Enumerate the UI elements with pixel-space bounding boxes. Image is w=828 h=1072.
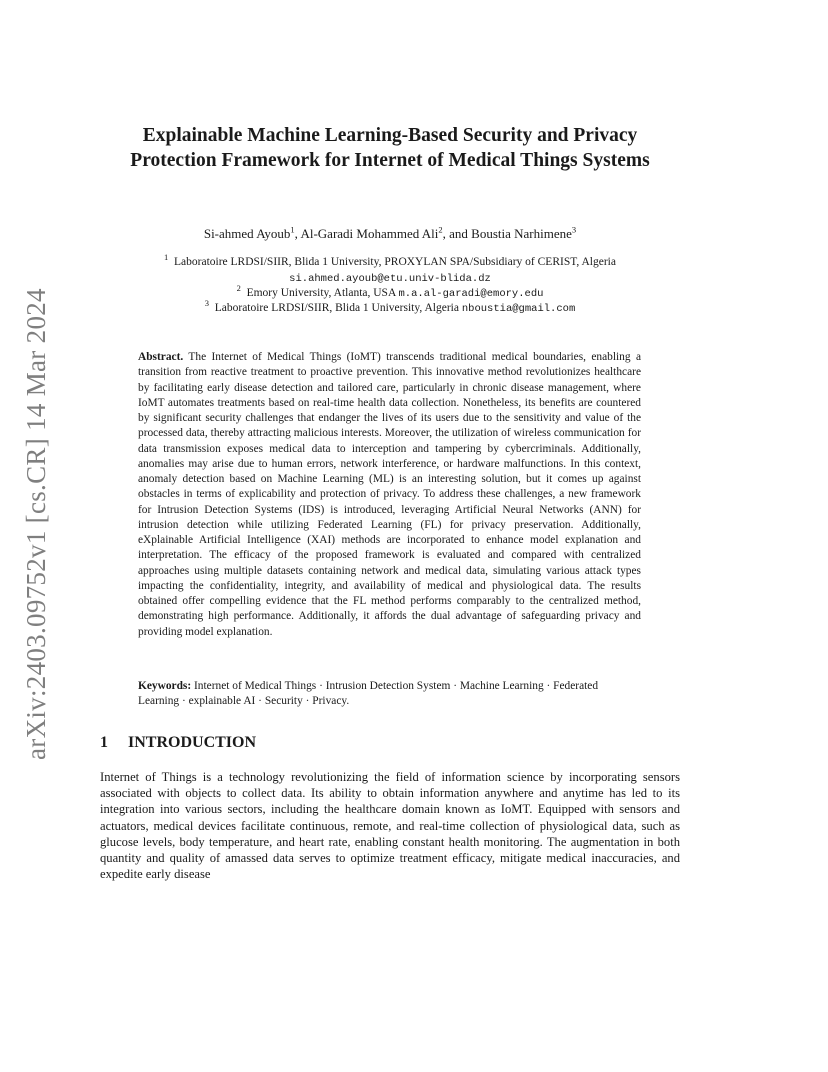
affiliation-mark: 1 xyxy=(164,252,169,263)
author-separator: , and xyxy=(442,226,472,241)
author-name: Boustia Narhimene xyxy=(471,226,572,241)
affiliation-text: Emory University, Atlanta, USA xyxy=(246,287,396,299)
affiliation-mark: 3 xyxy=(204,298,209,309)
author-affiliation-mark: 2 xyxy=(438,224,443,235)
affiliation-text: Laboratoire LRDSI/SIIR, Blida 1 University, Algeria xyxy=(214,302,459,314)
paper-title: Explainable Machine Learning-Based Security and Privacy Protection Framework for Internet of Medical Things Systems xyxy=(130,125,650,171)
arxiv-identifier-sidebar: arXiv:2403.09752v1 [cs.CR] 14 Mar 2024 xyxy=(21,288,51,760)
keywords-text: Internet of Medical Things · Intrusion Detection System · Machine Learning · Federated Learning · explainable AI · Security · Privacy. xyxy=(138,680,599,708)
abstract-text: The Internet of Medical Things (IoMT) transcends traditional medical boundaries, enabling a transition from reactive treatment to proactive prevention. This innovative method revolutionizes healthcare by facilitating early disease detection and tailored care, particularly in chronic disease management, where IoMT automates treatments based on real-time health data collection. Nonetheless, its benefits are countered by significant security challenges that endanger the lives of its users due to the sensitivity and value of the processed data, thereby attracting malicious interests. Moreover, the utilization of wireless communication for data transmission exposes medical data to interception and tampering by cybercriminals. Additionally, anomalies may arise due to human errors, network interference, or hardware malfunctions. In this context, anomaly detection based on Machine Learning (ML) is an interesting solution, but it comes up against obstacles in terms of explicability and protection of privacy. To address these challenges, a new framework for Intrusion Detection Systems (IDS) is introduced, leveraging Artificial Neural Networks (ANN) for intrusion detection while utilizing Federated Learning (FL) for privacy preservation. Additionally, eXplainable Artificial Intelligence (XAI) methods are incorporated to enhance model explanation and interpretation. The efficacy of the proposed framework is evaluated and compared with centralized approaches using multiple datasets containing network and medical data, simulating various attack types impacting the confidentiality, integrity, and availability of medical and physiological data. The results obtained offer compelling evidence that the FL method performs comparably to the centralized method, demonstrating high performance. Additionally, it affords the dual advantage of safeguarding privacy and providing model explanation. xyxy=(138,351,641,638)
affiliation-mark: 2 xyxy=(236,283,241,294)
author-name: Si-ahmed Ayoub xyxy=(203,226,291,241)
abstract-label: Abstract. xyxy=(138,351,184,363)
author-name: Al-Garadi Mohammed Ali xyxy=(300,226,439,241)
section-title: INTRODUCTION xyxy=(128,734,257,751)
affiliation-email[interactable]: nboustia@gmail.com xyxy=(461,303,576,315)
author-separator: , xyxy=(294,226,301,241)
section-number: 1 xyxy=(100,734,108,751)
affiliation-email[interactable]: m.a.al-garadi@emory.edu xyxy=(398,288,544,300)
affiliation-1 xyxy=(100,254,680,270)
introduction-paragraph: Internet of Things is a technology revolutionizing the field of information science by incorporating sensors associated with objects to collect data. Its ability to obtain information anywhere and anytime has led to its integration into various sectors, including the healthcare domain known as IoMT. Equipped with sensors and actuators, medical devices facilitate continuous, remote, and real-time collection of physiological data, such as glucose levels, body temperature, and heart rate, enabling constant health monitoring. The augmentation in both quantity and quality of amassed data serves to optimize treatment efficacy, mitigate medical inaccuracies, and expedite early disease xyxy=(100,770,680,882)
author-affiliation-mark: 3 xyxy=(571,224,577,235)
keywords xyxy=(138,679,641,710)
section-heading xyxy=(100,734,680,752)
keywords-label: Keywords: xyxy=(138,680,192,692)
affiliation-3 xyxy=(100,300,680,317)
affiliation-email[interactable]: si.ahmed.ayoub@etu.univ-blida.dz xyxy=(289,273,491,285)
abstract xyxy=(138,350,641,640)
author-list xyxy=(100,226,680,242)
author-affiliation-mark: 1 xyxy=(290,224,295,235)
affiliation-text: Laboratoire LRDSI/SIIR, Blida 1 University, PROXYLAN SPA/Subsidiary of CERIST, Algeria xyxy=(174,256,616,268)
